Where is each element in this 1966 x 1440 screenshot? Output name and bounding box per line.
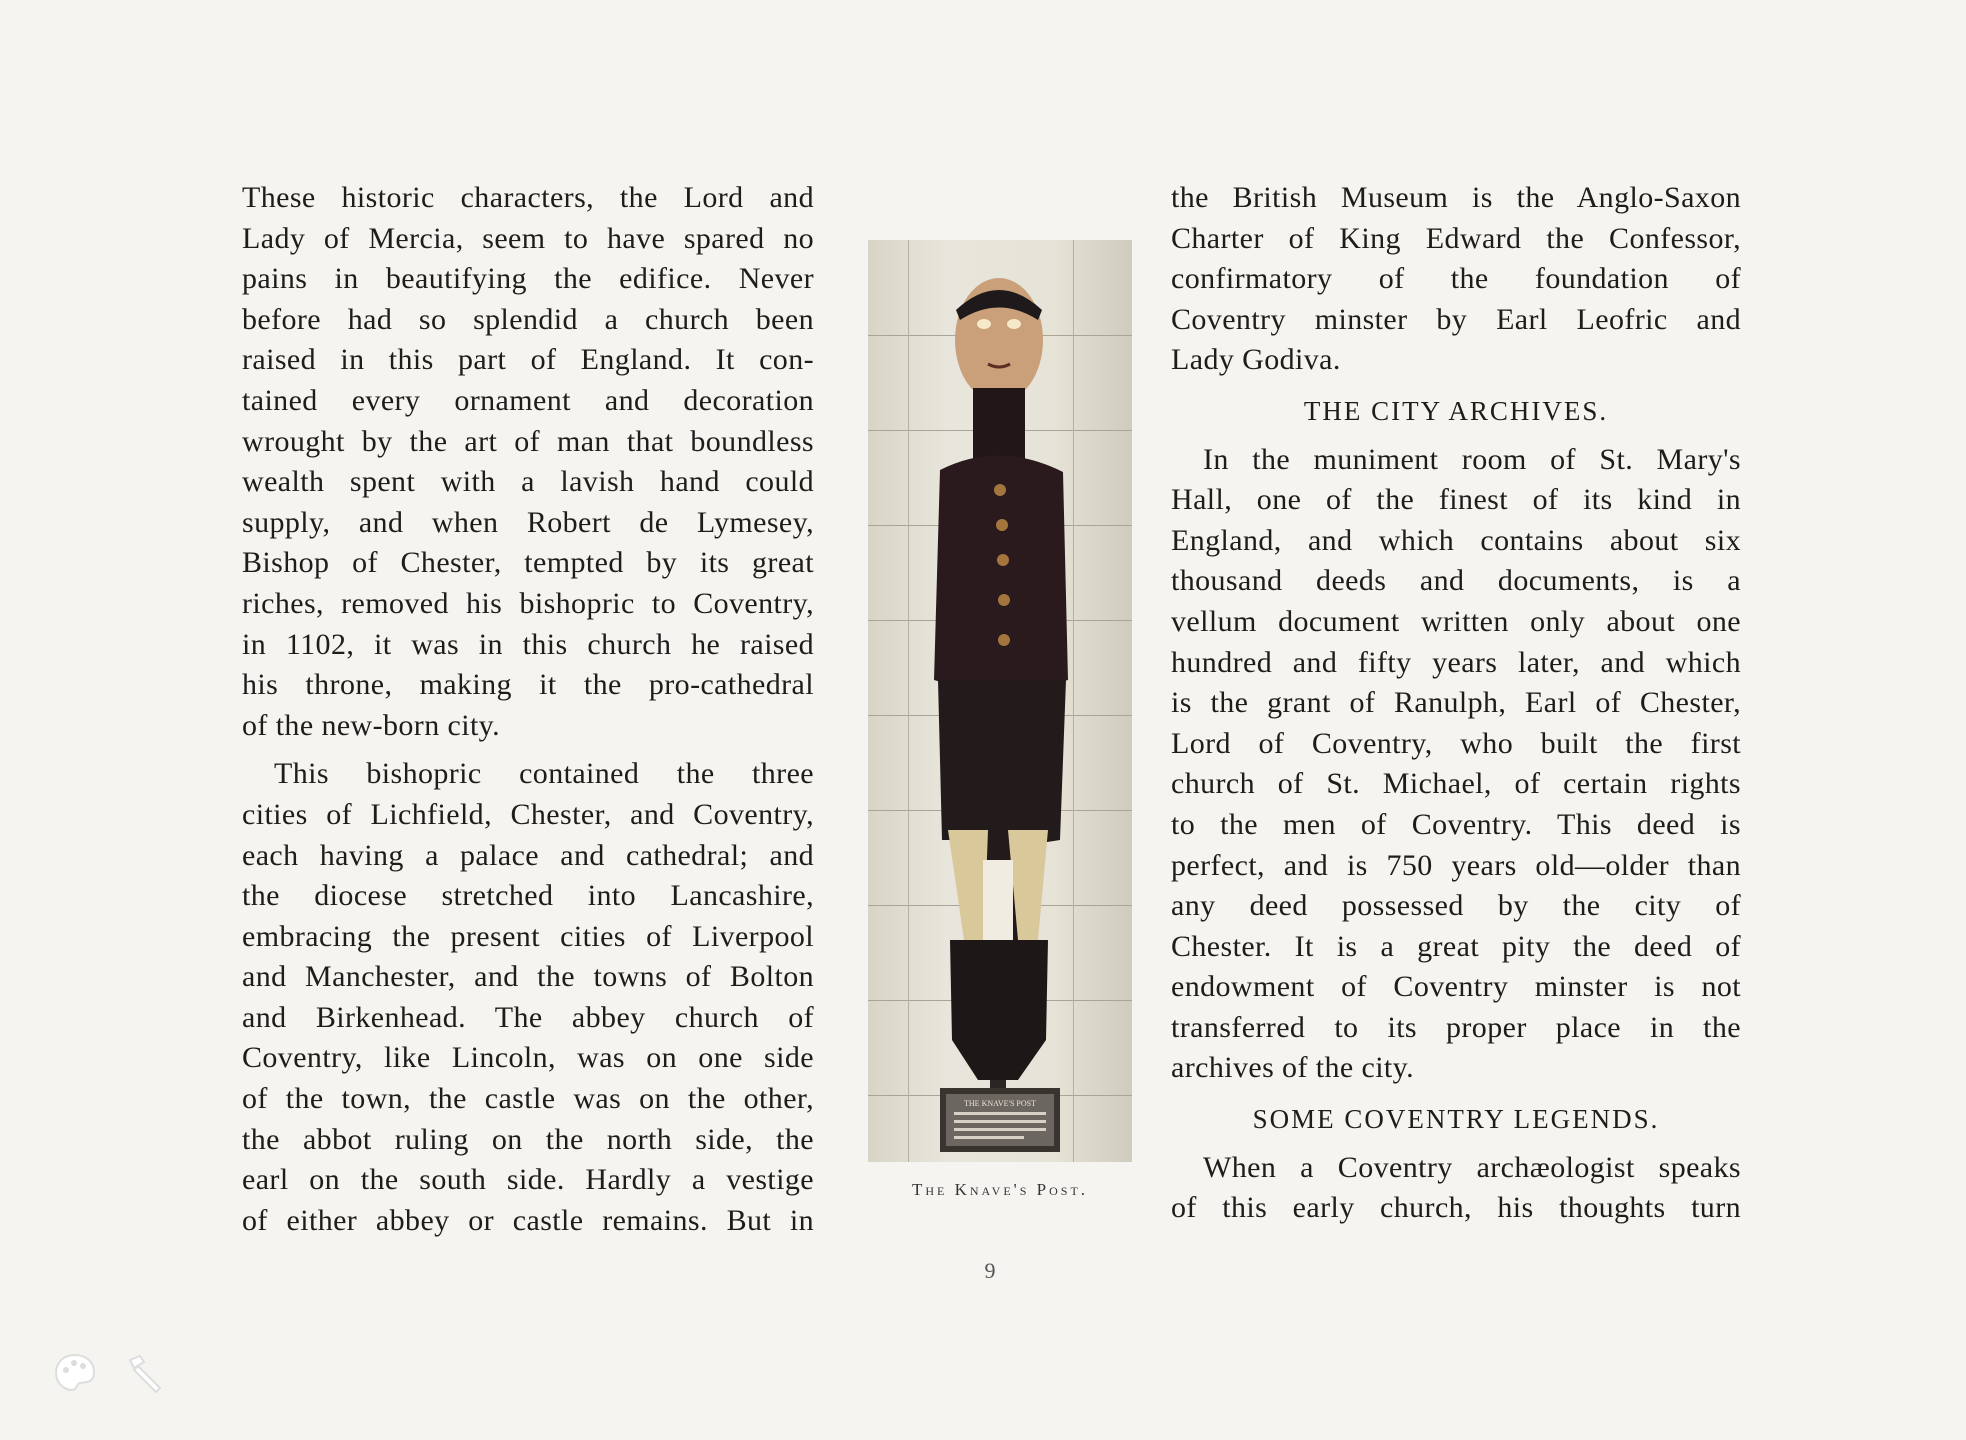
right-column <box>1171 178 1741 1229</box>
text-line: When a Coventry archæologist speaks <box>1203 1150 1741 1184</box>
text-line: thousand deeds and documents, is a <box>1171 564 1741 598</box>
text-line: Lady of Mercia, seem to have spared no <box>242 221 814 255</box>
text-line: archives of the city. <box>1171 1051 1415 1085</box>
text-line: perfect, and is 750 years old—older than <box>1171 848 1741 882</box>
text-line: the abbot ruling on the north side, the <box>242 1122 814 1156</box>
palette-icon[interactable] <box>52 1350 98 1396</box>
text-line: of this early church, his thoughts turn <box>1171 1191 1741 1225</box>
text-line: to the men of Coventry. This deed is <box>1171 807 1741 841</box>
text-line: wrought by the art of man that boundless <box>242 424 814 458</box>
text-line: In the muniment room of St. Mary's <box>1203 442 1741 476</box>
text-line: tained every ornament and decoration <box>242 383 814 417</box>
tools-icon[interactable] <box>120 1350 166 1396</box>
text-line: Lord of Coventry, who built the first <box>1171 726 1741 760</box>
text-line: church of St. Michael, of certain rights <box>1171 767 1741 801</box>
text-line: earl on the south side. Hardly a vestige <box>242 1163 814 1197</box>
text-line: hundred and fifty years later, and which <box>1171 645 1741 679</box>
text-line: is the grant of Ranulph, Earl of Chester, <box>1171 686 1741 720</box>
text-line: the diocese stretched into Lancashire, <box>242 879 814 913</box>
text-line: embracing the present cities of Liverpool <box>242 919 814 953</box>
text-line: endowment of Coventry minster is not <box>1171 970 1741 1004</box>
text-line: of the new-born city. <box>242 708 501 742</box>
text-line: Lady Godiva. <box>1171 343 1341 377</box>
figure-caption: The Knave's Post. <box>911 1180 1089 1199</box>
text-line: Bishop of Chester, tempted by its great <box>242 546 814 580</box>
plaque-title: THE KNAVE'S POST <box>964 1099 1036 1108</box>
text-line: confirmatory of the foundation of <box>1171 262 1741 296</box>
text-line: supply, and when Robert de Lymesey, <box>242 505 814 539</box>
text-line: Chester. It is a great pity the deed of <box>1171 929 1741 963</box>
text-line: Coventry minster by Earl Leofric and <box>1171 302 1741 336</box>
text-line: cities of Lichfield, Chester, and Coventry, <box>242 797 814 831</box>
text-line: each having a palace and cathedral; and <box>242 838 814 872</box>
text-line: This bishopric contained the three <box>274 757 814 791</box>
text-line: any deed possessed by the city of <box>1171 889 1741 923</box>
text-line: and Birkenhead. The abbey church of <box>242 1000 814 1034</box>
text-line: England, and which contains about six <box>1171 523 1741 557</box>
text-line: Hall, one of the finest of its kind in <box>1171 483 1741 517</box>
text-line: his throne, making it the pro-cathedral <box>242 668 814 702</box>
text-line: These historic characters, the Lord and <box>242 181 814 214</box>
text-line: the British Museum is the Anglo-Saxon <box>1171 181 1741 214</box>
carved-figure-image <box>868 240 1132 1162</box>
heading-city-archives: THE CITY ARCHIVES. <box>1303 395 1609 426</box>
text-line: riches, removed his bishopric to Coventry, <box>242 586 814 620</box>
figure-knaves-post <box>868 240 1132 1162</box>
heading-coventry-legends: SOME COVENTRY LEGENDS. <box>1252 1104 1660 1135</box>
page-number: 9 <box>984 1258 996 1283</box>
text-line: Coventry, like Lincoln, was on one side <box>242 1041 814 1075</box>
text-line: of the town, the castle was on the other, <box>242 1082 814 1116</box>
text-line: wealth spent with a lavish hand could <box>242 465 814 499</box>
text-line: vellum document written only about one <box>1171 604 1741 638</box>
text-line: raised in this part of England. It con- <box>242 343 814 377</box>
text-line: pains in beautifying the edifice. Never <box>242 262 814 296</box>
text-line: in 1102, it was in this church he raised <box>242 627 814 661</box>
text-line: before had so splendid a church been <box>242 302 814 336</box>
text-line: and Manchester, and the towns of Bolton <box>242 960 814 994</box>
text-line: transferred to its proper place in the <box>1171 1010 1741 1044</box>
left-column <box>242 178 814 1241</box>
text-line: of either abbey or castle remains. But in <box>242 1203 814 1237</box>
text-line: Charter of King Edward the Confessor, <box>1171 221 1741 255</box>
